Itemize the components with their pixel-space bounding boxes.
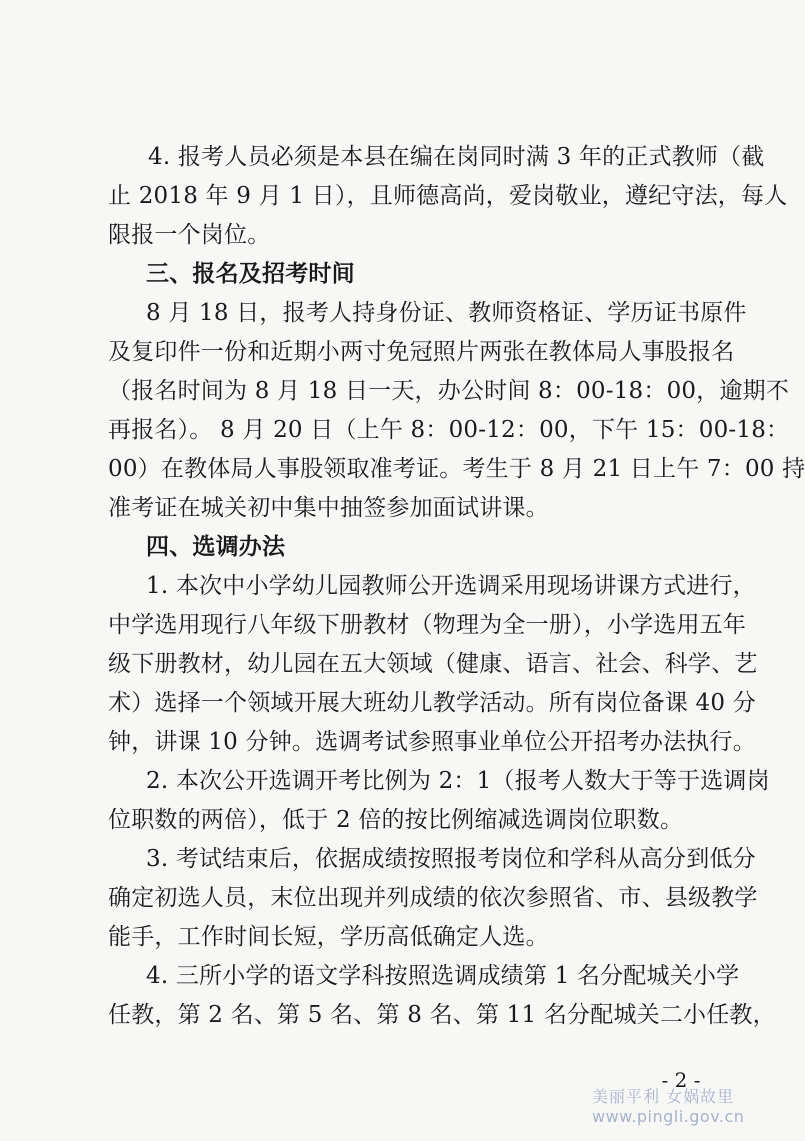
paragraph-registration-line-6: 准考证在城关初中集中抽签参加面试讲课。: [108, 495, 549, 521]
watermark-text: 美丽平利 女娲故里: [592, 1087, 735, 1106]
paragraph-item-2-line-2: 位职数的两倍），低于 2 倍的按比例缩减选调岗位职数。: [108, 807, 684, 833]
paragraph-registration-line-1: 8 月 18 日，报考人持身份证、教师资格证、学历证书原件: [146, 300, 747, 326]
paragraph-registration-line-4: 再报名）。 8 月 20 日（上午 8：00-12：00，下午 15：00-18：: [108, 417, 790, 443]
paragraph-item-1-line-1: 1. 本次中小学幼儿园教师公开选调采用现场讲课方式进行，: [146, 573, 756, 599]
paragraph-item-4-line-2: 止 2018 年 9 月 1 日），且师德高尚，爱岗敬业，遵纪守法，每人: [108, 183, 788, 209]
paragraph-item-4-line-3: 限报一个岗位。: [108, 222, 271, 248]
paragraph-item-1-line-5: 钟，讲课 10 分钟。选调考试参照事业单位公开招考办法执行。: [108, 729, 756, 755]
paragraph-item-4-line-1: 4. 报考人员必须是本县在编在岗同时满 3 年的正式教师（截: [148, 144, 765, 170]
paragraph-registration-line-3: （报名时间为 8 月 18 日一天，办公时间 8：00-18：00，逾期不: [108, 378, 790, 404]
paragraph-item-2-line-1: 2. 本次公开选调开考比例为 2：1（报考人数大于等于选调岗: [146, 768, 770, 794]
page-number: - 2 -: [661, 1068, 701, 1092]
paragraph-item-1-line-4: 术）选择一个领域开展大班幼儿教学活动。所有岗位备课 40 分: [108, 690, 756, 716]
paragraph-item-1-line-3: 级下册教材，幼儿园在五大领域（健康、语言、社会、科学、艺: [108, 651, 758, 677]
paragraph-item-4b-line-2: 任教，第 2 名、第 5 名、第 8 名、第 11 名分配城关二小任教，: [108, 1002, 776, 1028]
paragraph-registration-line-5: 00）在教体局人事股领取准考证。考生于 8 月 21 日上午 7：00 持: [108, 456, 805, 482]
paragraph-registration-line-2: 及复印件一份和近期小两寸免冠照片两张在教体局人事股报名: [108, 339, 735, 365]
paragraph-item-4b-line-1: 4. 三所小学的语文学科按照选调成绩第 1 名分配城关小学: [146, 963, 740, 989]
watermark-url: www.pingli.gov.cn: [592, 1107, 745, 1126]
paragraph-item-3-line-3: 能手，工作时间长短，学历高低确定人选。: [108, 924, 549, 950]
paragraph-item-1-line-2: 中学选用现行八年级下册教材（物理为全一册），小学选用五年: [108, 612, 747, 638]
section-heading-4: 四、选调办法: [146, 534, 286, 560]
paragraph-item-3-line-2: 确定初选人员，末位出现并列成绩的依次参照省、市、县级教学: [108, 885, 758, 911]
section-heading-3: 三、报名及招考时间: [146, 261, 355, 287]
paragraph-item-3-line-1: 3. 考试结束后，依据成绩按照报考岗位和学科从高分到低分: [146, 846, 756, 872]
